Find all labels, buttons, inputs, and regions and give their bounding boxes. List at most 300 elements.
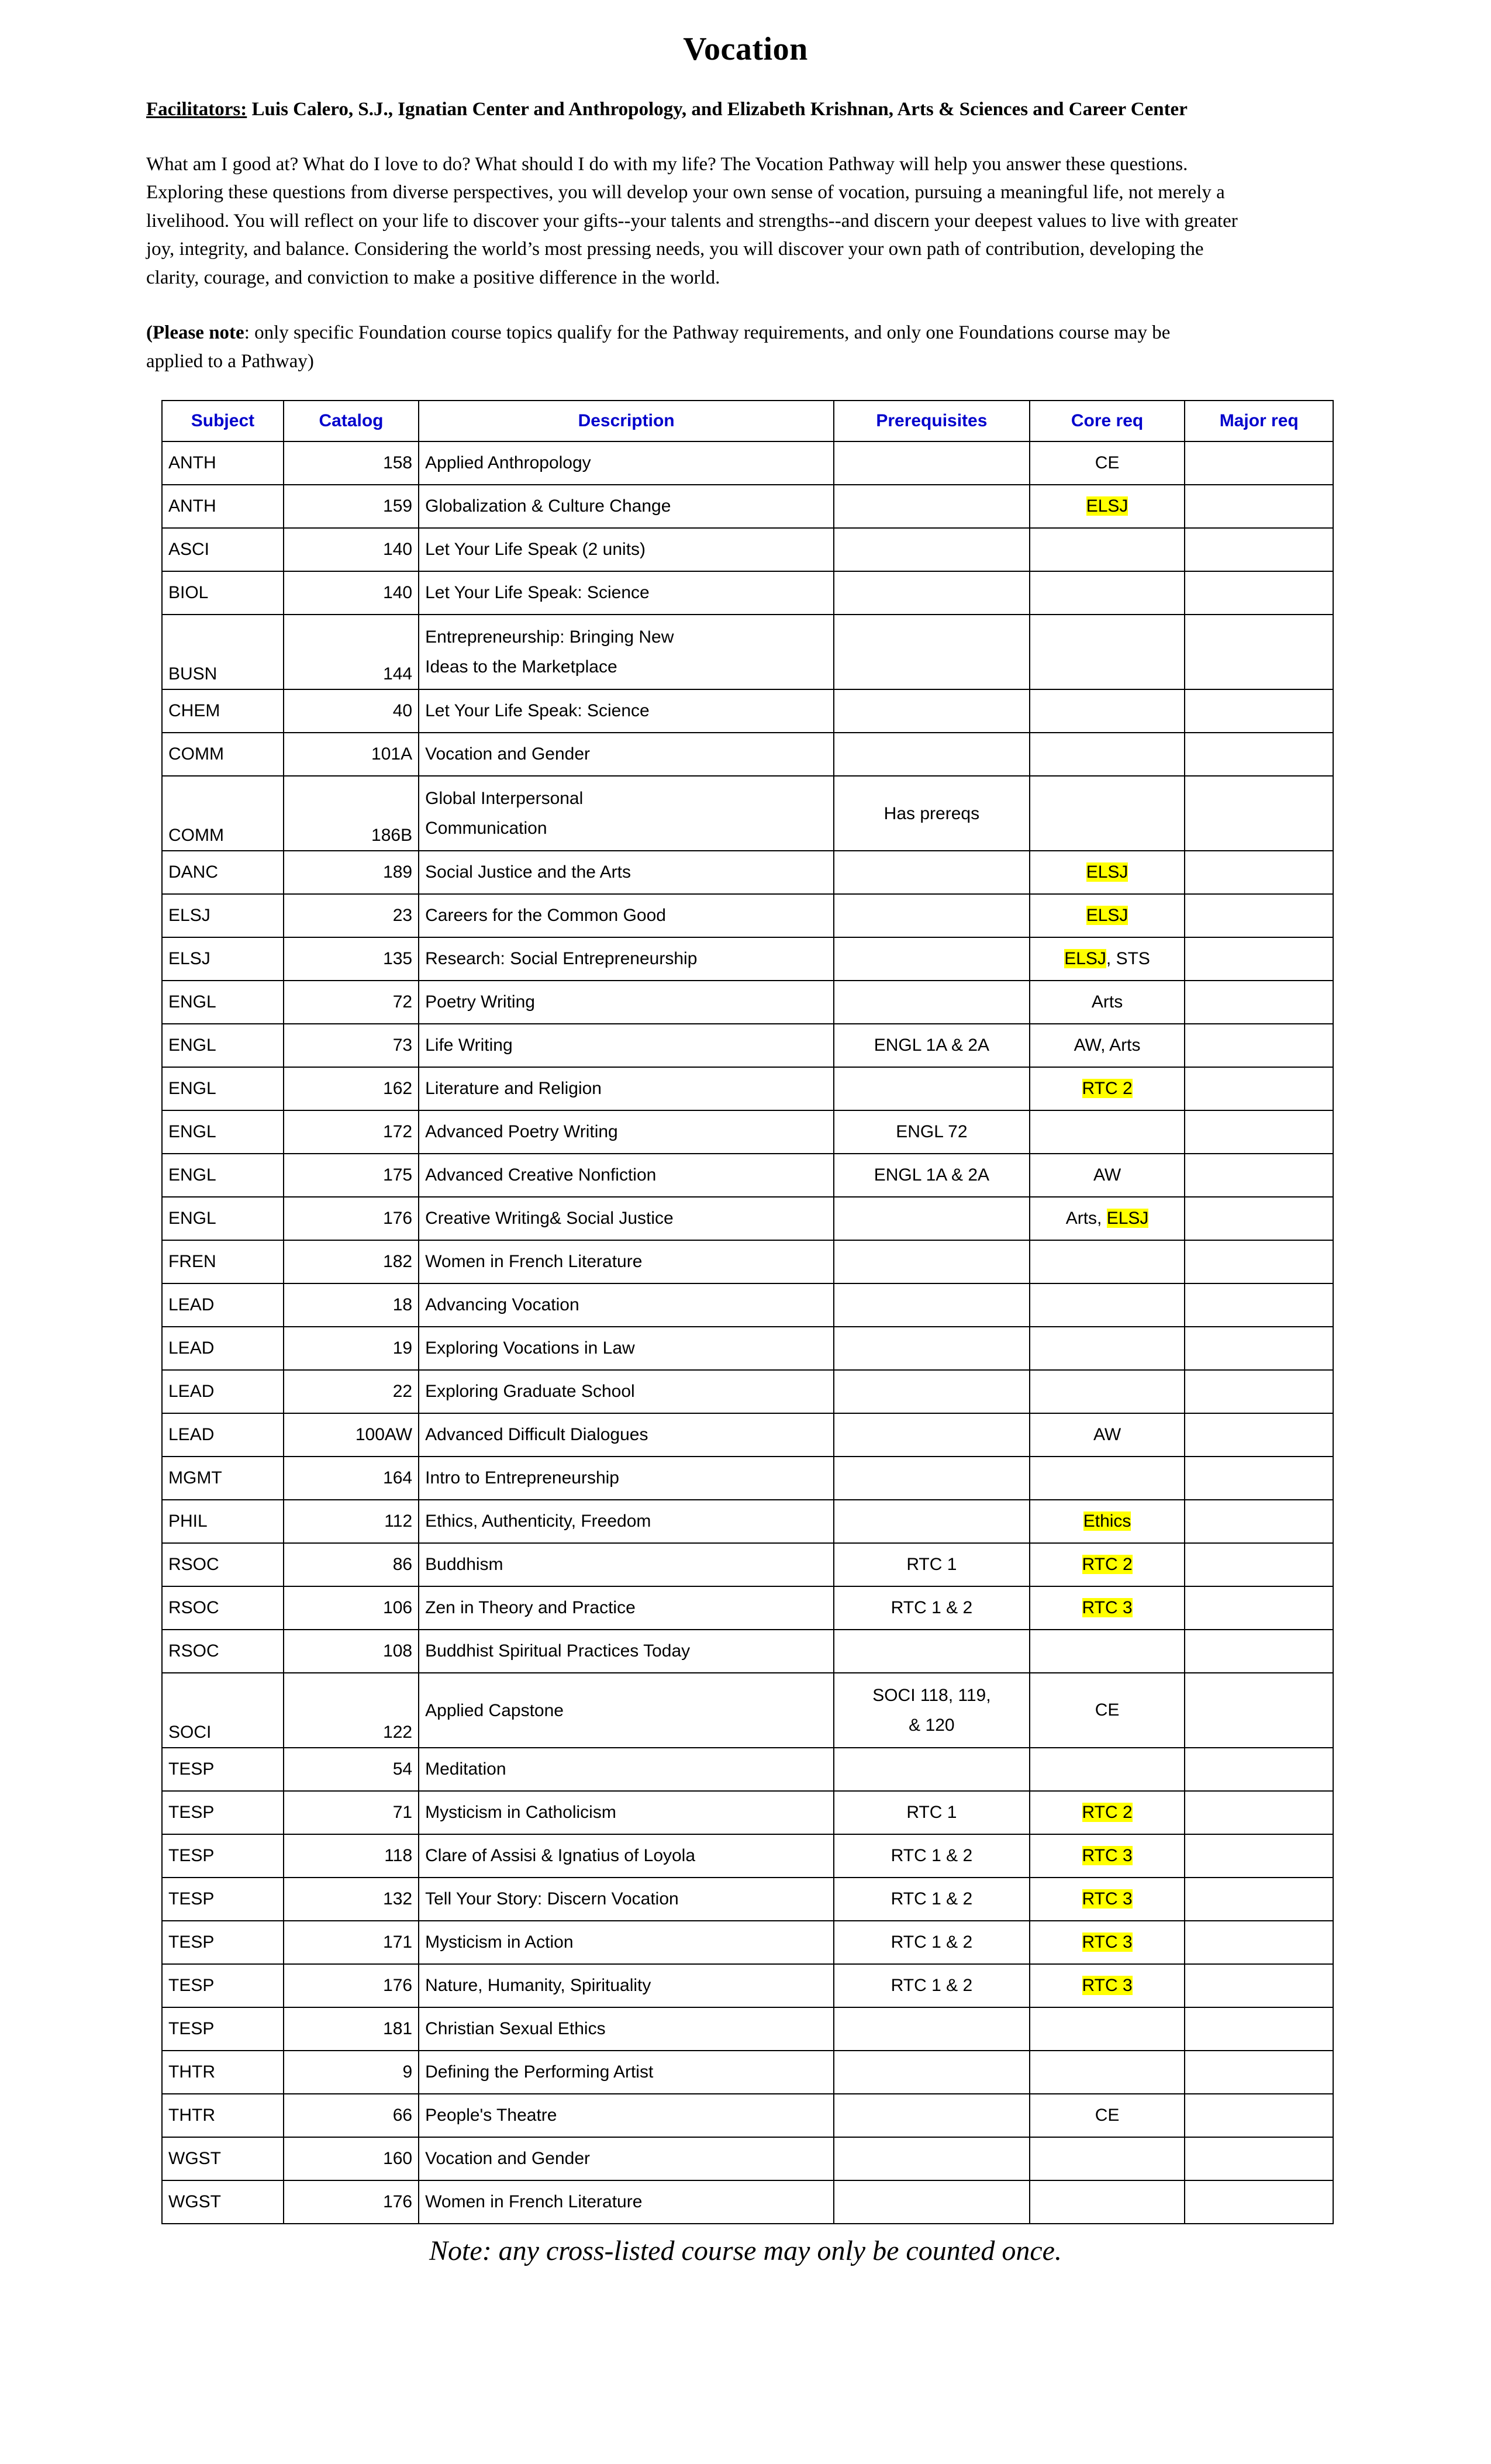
table-row [162, 776, 1333, 851]
core-req-highlight: RTC 2 [1082, 1555, 1133, 1575]
cell-subject: WGST [162, 2180, 284, 2224]
cell-core-req [1030, 1283, 1185, 1327]
cell-core-req: AW [1030, 1154, 1185, 1197]
table-row [162, 1154, 1333, 1197]
cell-core-req [1030, 1586, 1185, 1630]
table-row [162, 1067, 1333, 1110]
table-row [162, 1543, 1333, 1586]
cell-major-req [1185, 1748, 1333, 1791]
table-row [162, 1878, 1333, 1921]
cell-subject: FREN [162, 1240, 284, 1283]
cell-core-req [1030, 1197, 1185, 1240]
cell-catalog: 175 [284, 1154, 419, 1197]
cell-core-req [1030, 528, 1185, 571]
cell-subject: TESP [162, 1921, 284, 1964]
table-row [162, 2094, 1333, 2137]
table-row [162, 1500, 1333, 1543]
cell-core-req [1030, 1327, 1185, 1370]
cell-description: Intro to Entrepreneurship [419, 1457, 834, 1500]
cell-core-req [1030, 1791, 1185, 1834]
intro-paragraph: What am I good at? What do I love to do? What should I do with my life? The Vocation Pathway will help you answer these questions. Exploring these questions from diverse perspectives, you will develop your own sense of vocation, pursuing a meaningful life, not merely a livelihood. You will reflect on your life to discover your gifts--your talents and strengths--and discern your deepest values to live with greater joy, integrity, and balance. Considering the world’s most pressing needs, you will discover your own path of contribution, developing the clarity, courage, and conviction to make a positive difference in the world. [146, 153, 1238, 288]
core-req-highlight: RTC 3 [1082, 1889, 1133, 1909]
core-req-highlight: RTC 3 [1082, 1976, 1133, 1996]
cell-catalog: 189 [284, 851, 419, 894]
column-header-description: Description [419, 401, 834, 441]
cell-catalog: 122 [284, 1673, 419, 1748]
cell-catalog: 9 [284, 2051, 419, 2094]
cell-major-req [1185, 981, 1333, 1024]
cell-catalog: 162 [284, 1067, 419, 1110]
cell-core-req [1030, 1067, 1185, 1110]
table-row [162, 2051, 1333, 2094]
cell-description: Applied Capstone [419, 1673, 834, 1748]
table-body [162, 441, 1333, 2224]
cell-description: Let Your Life Speak (2 units) [419, 528, 834, 571]
table-row [162, 528, 1333, 571]
cell-prerequisites [834, 981, 1030, 1024]
cell-subject: ANTH [162, 485, 284, 528]
cell-description-line1: Entrepreneurship: Bringing New [425, 627, 674, 647]
cell-catalog: 100AW [284, 1413, 419, 1457]
cell-core-req: CE [1030, 2094, 1185, 2137]
cell-major-req [1185, 1283, 1333, 1327]
cell-prerequisites [834, 2137, 1030, 2180]
cell-core-req: Arts [1030, 981, 1185, 1024]
cell-catalog: 140 [284, 571, 419, 615]
cell-description-line2: Ideas to the Marketplace [425, 657, 617, 677]
table-row [162, 2180, 1333, 2224]
cell-catalog: 181 [284, 2007, 419, 2051]
cell-core-req: CE [1030, 441, 1185, 485]
column-header-core-req: Core req [1030, 401, 1185, 441]
cell-prerequisites: RTC 1 [834, 1543, 1030, 1586]
cell-prerequisites [834, 894, 1030, 937]
cell-description: Literature and Religion [419, 1067, 834, 1110]
facilitators-line [146, 96, 1275, 123]
cell-prerequisites [834, 1067, 1030, 1110]
cell-major-req [1185, 894, 1333, 937]
cell-major-req [1185, 2007, 1333, 2051]
cell-prerequisites: RTC 1 & 2 [834, 1964, 1030, 2007]
cell-prerequisites [834, 689, 1030, 733]
cell-subject: CHEM [162, 689, 284, 733]
cell-subject: THTR [162, 2094, 284, 2137]
cell-major-req [1185, 441, 1333, 485]
cell-description: Advanced Poetry Writing [419, 1110, 834, 1154]
cell-major-req [1185, 1327, 1333, 1370]
cell-description-line2: Communication [425, 819, 547, 838]
cell-subject: RSOC [162, 1543, 284, 1586]
cell-prerequisites-line1: SOCI 118, 119, [872, 1685, 991, 1705]
page-title: Vocation [683, 31, 808, 67]
cell-prerequisites [834, 937, 1030, 981]
cell-prerequisites [834, 1500, 1030, 1543]
facilitators-label: Facilitators: [146, 99, 247, 120]
cell-prerequisites [834, 733, 1030, 776]
core-req-text: , STS [1106, 949, 1150, 969]
table-row [162, 981, 1333, 1024]
cell-catalog: 108 [284, 1630, 419, 1673]
cell-subject: COMM [162, 776, 284, 851]
cell-subject: THTR [162, 2051, 284, 2094]
cell-prerequisites [834, 1748, 1030, 1791]
cell-subject: COMM [162, 733, 284, 776]
cell-major-req [1185, 1543, 1333, 1586]
cell-description: Women in French Literature [419, 1240, 834, 1283]
cell-major-req [1185, 571, 1333, 615]
cell-description: Clare of Assisi & Ignatius of Loyola [419, 1834, 834, 1878]
cell-core-req [1030, 1500, 1185, 1543]
cell-major-req [1185, 1413, 1333, 1457]
cell-subject: RSOC [162, 1630, 284, 1673]
cell-major-req [1185, 1370, 1333, 1413]
cell-core-req [1030, 615, 1185, 689]
cell-catalog: 135 [284, 937, 419, 981]
cell-catalog: 164 [284, 1457, 419, 1500]
table-row [162, 733, 1333, 776]
cell-catalog: 159 [284, 485, 419, 528]
cell-prerequisites [834, 1283, 1030, 1327]
cell-prerequisites [834, 1630, 1030, 1673]
cell-catalog: 176 [284, 2180, 419, 2224]
cell-subject: ENGL [162, 1154, 284, 1197]
cell-core-req [1030, 485, 1185, 528]
foundation-note [146, 319, 1216, 375]
cell-catalog: 176 [284, 1197, 419, 1240]
cell-description [419, 615, 834, 689]
core-req-highlight: RTC 3 [1082, 1846, 1133, 1866]
core-req-highlight: Ethics [1083, 1511, 1131, 1531]
cell-description: Buddhism [419, 1543, 834, 1586]
table-row [162, 441, 1333, 485]
cell-subject: LEAD [162, 1370, 284, 1413]
cell-subject: TESP [162, 1878, 284, 1921]
cell-catalog: 72 [284, 981, 419, 1024]
table-row [162, 689, 1333, 733]
cell-core-req [1030, 776, 1185, 851]
cell-prerequisites [834, 615, 1030, 689]
core-req-highlight: RTC 3 [1082, 1598, 1133, 1618]
table-row [162, 571, 1333, 615]
table-row [162, 894, 1333, 937]
cell-core-req [1030, 689, 1185, 733]
facilitators-names: Luis Calero, S.J., Ignatian Center and Anthropology, and Elizabeth Krishnan, Arts & Sciences and Career Center [247, 99, 1188, 120]
table-row [162, 1586, 1333, 1630]
cell-catalog: 176 [284, 1964, 419, 2007]
cell-description: Christian Sexual Ethics [419, 2007, 834, 2051]
cell-core-req [1030, 1110, 1185, 1154]
table-row [162, 1240, 1333, 1283]
cell-description: Defining the Performing Artist [419, 2051, 834, 2094]
cell-description: Zen in Theory and Practice [419, 1586, 834, 1630]
cell-core-req [1030, 1834, 1185, 1878]
core-req-text: Arts, [1065, 1209, 1107, 1228]
cell-description: Careers for the Common Good [419, 894, 834, 937]
cell-prerequisites: RTC 1 & 2 [834, 1586, 1030, 1630]
cell-major-req [1185, 1921, 1333, 1964]
cell-major-req [1185, 1110, 1333, 1154]
cell-description: Vocation and Gender [419, 733, 834, 776]
cell-subject: ENGL [162, 1024, 284, 1067]
cell-major-req [1185, 2180, 1333, 2224]
cell-subject: RSOC [162, 1586, 284, 1630]
cell-subject: WGST [162, 2137, 284, 2180]
cell-major-req [1185, 1791, 1333, 1834]
core-req-highlight: RTC 2 [1082, 1079, 1133, 1099]
cell-description [419, 776, 834, 851]
cell-catalog: 19 [284, 1327, 419, 1370]
cell-subject: TESP [162, 1748, 284, 1791]
cell-prerequisites [834, 1240, 1030, 1283]
cell-major-req [1185, 1197, 1333, 1240]
cell-major-req [1185, 485, 1333, 528]
table-row [162, 2137, 1333, 2180]
core-req-highlight: ELSJ [1086, 906, 1128, 926]
cell-major-req [1185, 1500, 1333, 1543]
cell-major-req [1185, 2051, 1333, 2094]
cell-catalog: 160 [284, 2137, 419, 2180]
column-header-subject: Subject [162, 401, 284, 441]
cell-description: Advanced Creative Nonfiction [419, 1154, 834, 1197]
cell-prerequisites [834, 485, 1030, 528]
cell-prerequisites [834, 1673, 1030, 1748]
cell-prerequisites [834, 528, 1030, 571]
cell-catalog: 182 [284, 1240, 419, 1283]
column-header-catalog: Catalog [284, 401, 419, 441]
cell-major-req [1185, 851, 1333, 894]
cell-core-req [1030, 1964, 1185, 2007]
cell-subject: ELSJ [162, 894, 284, 937]
core-req-highlight: RTC 3 [1082, 1932, 1133, 1952]
cell-prerequisites: RTC 1 & 2 [834, 1921, 1030, 1964]
cell-catalog: 172 [284, 1110, 419, 1154]
cell-catalog: 132 [284, 1878, 419, 1921]
cell-core-req [1030, 733, 1185, 776]
cell-core-req [1030, 851, 1185, 894]
core-req-highlight: RTC 2 [1082, 1803, 1133, 1823]
cell-major-req [1185, 528, 1333, 571]
cell-catalog: 186B [284, 776, 419, 851]
cell-core-req: CE [1030, 1673, 1185, 1748]
table-row [162, 1673, 1333, 1748]
cell-major-req [1185, 689, 1333, 733]
cell-prerequisites [834, 2094, 1030, 2137]
cell-prerequisites [834, 2007, 1030, 2051]
cell-subject: TESP [162, 2007, 284, 2051]
cell-description: Creative Writing& Social Justice [419, 1197, 834, 1240]
cell-catalog: 73 [284, 1024, 419, 1067]
cell-description: Vocation and Gender [419, 2137, 834, 2180]
cell-prerequisites: ENGL 72 [834, 1110, 1030, 1154]
cell-major-req [1185, 1964, 1333, 2007]
cell-major-req [1185, 2137, 1333, 2180]
cell-prerequisites [834, 1370, 1030, 1413]
table-row [162, 1791, 1333, 1834]
cell-subject: BIOL [162, 571, 284, 615]
cell-description: Advancing Vocation [419, 1283, 834, 1327]
table-row [162, 1327, 1333, 1370]
cell-major-req [1185, 2094, 1333, 2137]
cross-listed-note: Note: any cross-listed course may only be counted once. [429, 2235, 1062, 2267]
cell-catalog: 22 [284, 1370, 419, 1413]
cell-subject: ELSJ [162, 937, 284, 981]
core-req-highlight: ELSJ [1086, 496, 1128, 516]
cell-subject: ENGL [162, 1110, 284, 1154]
cell-major-req [1185, 1834, 1333, 1878]
cell-catalog: 71 [284, 1791, 419, 1834]
cell-prerequisites [834, 2180, 1030, 2224]
cell-catalog: 101A [284, 733, 419, 776]
cell-description: Exploring Graduate School [419, 1370, 834, 1413]
cell-prerequisites [834, 1413, 1030, 1457]
cell-prerequisites [834, 571, 1030, 615]
table-row [162, 1964, 1333, 2007]
cell-major-req [1185, 1457, 1333, 1500]
column-header-major-req: Major req [1185, 401, 1333, 441]
cell-subject: LEAD [162, 1283, 284, 1327]
cell-description: Nature, Humanity, Spirituality [419, 1964, 834, 2007]
cell-subject: ENGL [162, 1067, 284, 1110]
cell-core-req [1030, 1370, 1185, 1413]
cell-description: Globalization & Culture Change [419, 485, 834, 528]
cell-catalog: 23 [284, 894, 419, 937]
cell-description: Women in French Literature [419, 2180, 834, 2224]
cell-core-req: AW, Arts [1030, 1024, 1185, 1067]
note-bold: (Please note [146, 322, 244, 344]
cell-subject: ANTH [162, 441, 284, 485]
cell-subject: PHIL [162, 1500, 284, 1543]
cell-prerequisites: Has prereqs [834, 776, 1030, 851]
cell-major-req [1185, 1878, 1333, 1921]
table-row [162, 1921, 1333, 1964]
table-row [162, 1370, 1333, 1413]
cell-core-req [1030, 1630, 1185, 1673]
cell-major-req [1185, 1630, 1333, 1673]
cell-core-req [1030, 1457, 1185, 1500]
cell-prerequisites [834, 851, 1030, 894]
cell-major-req [1185, 1024, 1333, 1067]
cell-core-req [1030, 1921, 1185, 1964]
table-row [162, 1197, 1333, 1240]
cell-catalog: 118 [284, 1834, 419, 1878]
cell-subject: TESP [162, 1791, 284, 1834]
cell-description: Advanced Difficult Dialogues [419, 1413, 834, 1457]
core-req-highlight: ELSJ [1086, 862, 1128, 882]
cell-catalog: 54 [284, 1748, 419, 1791]
cell-major-req [1185, 733, 1333, 776]
cell-core-req [1030, 1240, 1185, 1283]
cell-subject: BUSN [162, 615, 284, 689]
table-row [162, 615, 1333, 689]
cell-core-req [1030, 937, 1185, 981]
cell-major-req [1185, 615, 1333, 689]
cell-subject: ENGL [162, 981, 284, 1024]
cell-prerequisites [834, 1457, 1030, 1500]
course-table [161, 400, 1334, 2224]
cell-subject: DANC [162, 851, 284, 894]
cell-core-req [1030, 571, 1185, 615]
core-req-highlight: ELSJ [1064, 949, 1106, 969]
cell-subject: ENGL [162, 1197, 284, 1240]
table-row [162, 937, 1333, 981]
cell-core-req [1030, 1748, 1185, 1791]
cell-description: Exploring Vocations in Law [419, 1327, 834, 1370]
cell-description: Mysticism in Action [419, 1921, 834, 1964]
cell-major-req [1185, 1240, 1333, 1283]
cell-catalog: 171 [284, 1921, 419, 1964]
cell-description-line1: Global Interpersonal [425, 788, 584, 808]
cell-core-req [1030, 894, 1185, 937]
cell-description: Poetry Writing [419, 981, 834, 1024]
cell-subject: ASCI [162, 528, 284, 571]
cell-subject: TESP [162, 1964, 284, 2007]
cell-major-req [1185, 1673, 1333, 1748]
cell-description: Applied Anthropology [419, 441, 834, 485]
cell-subject: LEAD [162, 1413, 284, 1457]
cell-description: Let Your Life Speak: Science [419, 689, 834, 733]
cell-description: Research: Social Entrepreneurship [419, 937, 834, 981]
table-row [162, 1413, 1333, 1457]
table-row [162, 2007, 1333, 2051]
core-req-highlight: ELSJ [1106, 1209, 1149, 1228]
cell-description: People's Theatre [419, 2094, 834, 2137]
cell-description: Ethics, Authenticity, Freedom [419, 1500, 834, 1543]
cell-prerequisites [834, 1327, 1030, 1370]
table-row [162, 1630, 1333, 1673]
cell-core-req: AW [1030, 1413, 1185, 1457]
cell-core-req [1030, 2051, 1185, 2094]
cell-description: Life Writing [419, 1024, 834, 1067]
table-row [162, 851, 1333, 894]
cell-subject: LEAD [162, 1327, 284, 1370]
table-row [162, 1834, 1333, 1878]
table-row [162, 1283, 1333, 1327]
cell-description: Let Your Life Speak: Science [419, 571, 834, 615]
note-rest: : only specific Foundation course topics qualify for the Pathway requirements, and only one Foundations course may be applied to a Pathway) [146, 322, 1171, 372]
cell-core-req [1030, 2180, 1185, 2224]
cell-prerequisites: RTC 1 [834, 1791, 1030, 1834]
cell-prerequisites [834, 1197, 1030, 1240]
table-row [162, 1748, 1333, 1791]
cell-core-req [1030, 1543, 1185, 1586]
cell-catalog: 158 [284, 441, 419, 485]
cell-catalog: 18 [284, 1283, 419, 1327]
column-header-prerequisites: Prerequisites [834, 401, 1030, 441]
cell-major-req [1185, 1154, 1333, 1197]
cell-description: Social Justice and the Arts [419, 851, 834, 894]
cell-subject: SOCI [162, 1673, 284, 1748]
cell-major-req [1185, 937, 1333, 981]
cell-catalog: 66 [284, 2094, 419, 2137]
cell-catalog: 86 [284, 1543, 419, 1586]
cell-prerequisites [834, 2051, 1030, 2094]
cell-prerequisites: RTC 1 & 2 [834, 1834, 1030, 1878]
cell-prerequisites-line2: & 120 [909, 1716, 955, 1735]
cell-catalog: 106 [284, 1586, 419, 1630]
table-row [162, 485, 1333, 528]
table-row [162, 1457, 1333, 1500]
cell-subject: MGMT [162, 1457, 284, 1500]
cell-major-req [1185, 776, 1333, 851]
cell-description: Tell Your Story: Discern Vocation [419, 1878, 834, 1921]
cell-prerequisites: ENGL 1A & 2A [834, 1154, 1030, 1197]
cell-catalog: 140 [284, 528, 419, 571]
table-row [162, 1024, 1333, 1067]
cell-catalog: 144 [284, 615, 419, 689]
cell-prerequisites: ENGL 1A & 2A [834, 1024, 1030, 1067]
cell-major-req [1185, 1067, 1333, 1110]
cell-description: Meditation [419, 1748, 834, 1791]
